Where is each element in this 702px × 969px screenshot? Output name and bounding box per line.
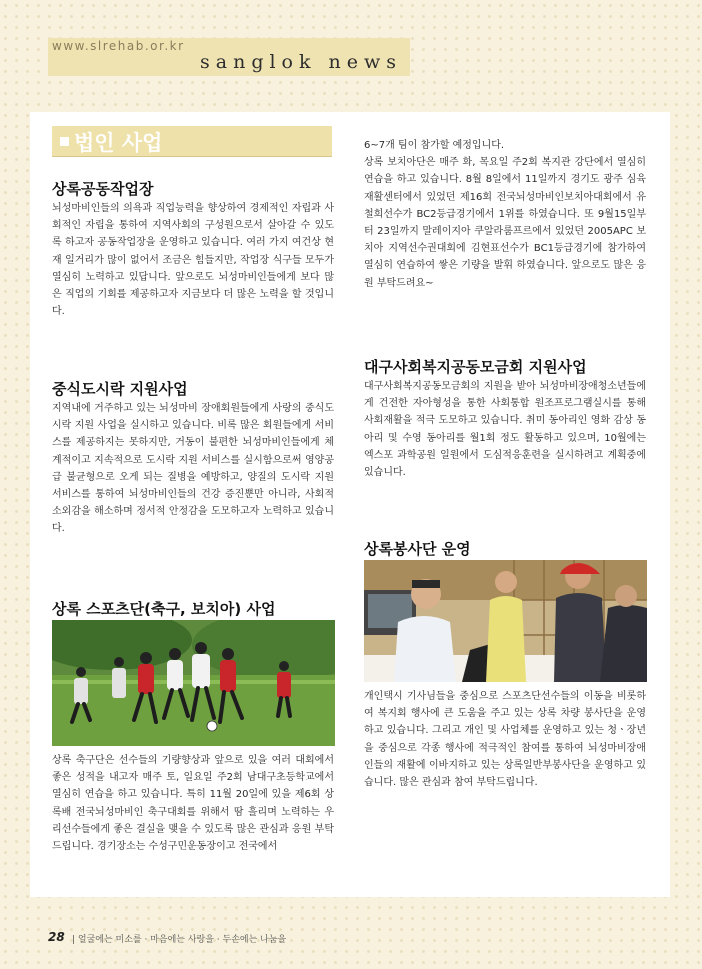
bullet-square-icon [60, 137, 69, 146]
soccer-photo-image [52, 620, 335, 746]
workshop-heading: 상록공동작업장 [52, 180, 154, 198]
lunch-body: 지역내에 거주하고 있는 뇌성마비 장애회원들에게 사랑의 중식도시락 지원 사업을 실시하고 있습니다. 비록 많은 회원들에게 서비스를 제공하지는 못하지만, 거동이 불편한 뇌성마비인들에게 체계적이고 지속적으로 도시락 지원 서비스를 실시함으로써 영양공급 불균형으로 오게 되는 질병을 예방하고, 양질의 도시락 지원 서비스를 통하여 뇌성마비인들의 건강 증진뿐만 아니라, 사회적 소외감을 해소하며 정서적 안정감을 도모하고자 노력하고 있습니다. [52, 403, 334, 535]
newsletter-title: sanglok news [200, 51, 403, 73]
soccer-photo [52, 620, 335, 746]
section-title: 법인 사업 [74, 131, 163, 155]
sports-heading: 상록 스포츠단(축구, 보치아) 사업 [52, 600, 276, 618]
fund-body: 대구사회복지공동모금회의 지원을 받아 뇌성마비장애청소년들에게 건전한 자아형성을 통한 사회통합 원조프로그램실시를 통해 사회재활을 적극 도모하고 있습니다. 취미 동아리인 영화 감상 동아리 및 수영 동아리를 월1회 정도 활동하고 있으며, 10월에는 엑스포 과학공원 일원에서 도심적응훈련을 실시하려고 계획중에 있습니다. [364, 381, 646, 479]
website-url: www.slrehab.or.kr [52, 39, 185, 53]
volunteer-photo [364, 560, 647, 682]
lunch-heading: 중식도시락 지원사업 [52, 380, 188, 398]
page-number: 28 [48, 930, 65, 944]
footer-tagline: | 얼굴에는 미소를 · 마음에는 사랑을 · 두손에는 나눔을 [72, 935, 287, 945]
volunteer-photo-image [364, 560, 647, 682]
workshop-body: 뇌성마비인들의 의욕과 직업능력을 향상하여 경제적인 자립과 사회적인 자립을 통하여 지역사회의 구성원으로서 살아갈 수 있도록 하고자 공동작업장을 운영하고 있습니다. 여러 가지 여건상 현재 일거리가 많이 없어서 조금은 힘들지만, 작업장 식구들 모두가 열심히 노력하고 있답니다. 앞으로도 뇌성마비인들에게 보다 많은 직업의 기회를 제공하고자 지금보다 더 많은 노력을 할 것입니다. [52, 203, 334, 318]
sports-body: 상록 축구단은 선수들의 기량향상과 앞으로 있을 여러 대회에서 좋은 성적을 내고자 매주 토, 일요일 주2회 남대구초등학교에서 열심히 연습을 하고 있습니다. 특히 11월 20일에 있을 제6회 상록배 전국뇌성마비인 축구대회를 위해서 땀 흘리며 노력하는 우리선수들에게 좋은 결실을 맺을 수 있도록 많은 관심과 응원 부탁드립니다. 경기장소는 수성구민운동장이고 전국에서 [52, 755, 334, 853]
volunteer-heading: 상록봉사단 운영 [364, 540, 471, 558]
fund-heading: 대구사회복지공동모금회 지원사업 [364, 358, 587, 376]
section-title-bar [52, 126, 332, 157]
boccia-body: 6~7개 팀이 참가할 예정입니다. 상록 보치아단은 매주 화, 목요일 주2회 복지관 강단에서 열심히 연습을 하고 있습니다. 8월 8일에서 11일까지 경기도 광주 심육재활센터에서 있었던 제16회 전국뇌성마비인보치아대회에서 유철희선수가 BC2등급경기에서 1위를 하였습니다. 또 9월15일부터 23일까지 말레이지아 쿠알라룸프르에서 있었던 2005APC 보치아 지역선수권대회에 김현표선수가 BC1등급경기에 참가하여 열심히 연습하여 쌓은 기량을 발휘 하였습니다. 앞으로도 많은 응원 부탁드려요~ [364, 140, 646, 289]
volunteer-body: 개인택시 기사님들을 중심으로 스포츠단선수들의 이동을 비롯하여 복지회 행사에 큰 도움을 주고 있는 상록 차량 봉사단을 운영하고 있습니다. 그리고 개인 및 사업체를 운영하고 있는 청ㆍ장년을 중심으로 각종 행사에 적극적인 참여를 통하여 뇌성마비장애인들의 재활에 이바지하고 있는 상록일반부봉사단을 운영하고 있습니다. 많은 관심과 참여 부탁드립니다. [364, 691, 646, 789]
